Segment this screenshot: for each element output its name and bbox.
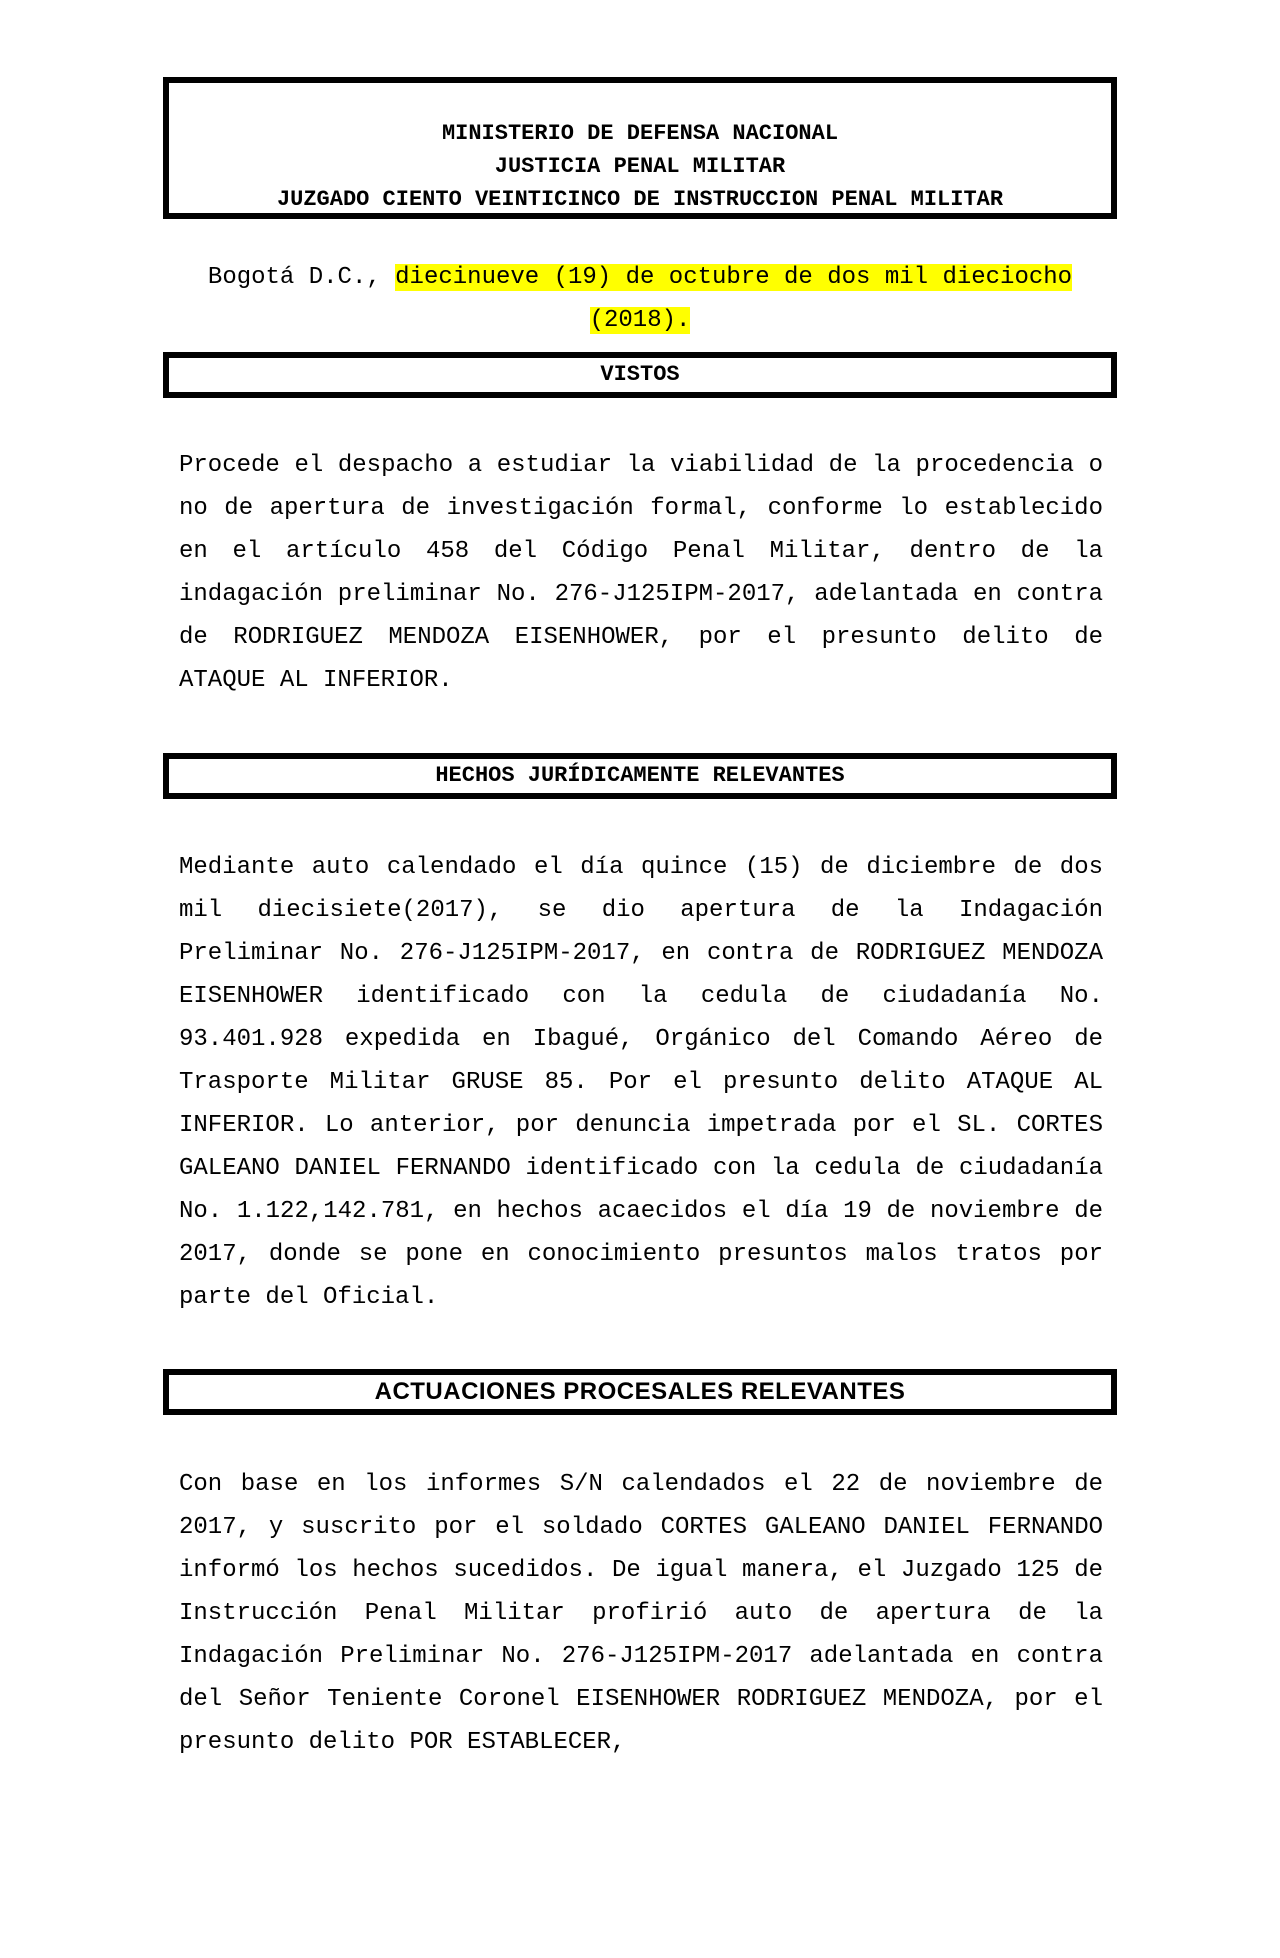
header-ministry: MINISTERIO DE DEFENSA NACIONAL [441, 121, 839, 146]
section-title-vistos: VISTOS [163, 352, 1117, 398]
actuaciones-paragraph: Con base en los informes S/N calendados el 22 de noviembre de 2017, y suscrito por el soldado CORTES GALEANO DANIEL FERNANDO informó los hechos sucedidos. De igual manera, el Juzgado 125 de Instrucción Penal Militar profirió auto de apertura de la Indagación Preliminar No. 276-J125IPM-2017 adelantada en contra del Señor Teniente Coronel EISENHOWER RODRIGUEZ MENDOZA, por el presunto delito POR ESTABLECER, [179, 1471, 1103, 1756]
header-court: JUZGADO CIENTO VEINTICINCO DE INSTRUCCION PENAL MILITAR [276, 187, 1004, 212]
date-prefix: Bogotá D.C., [207, 264, 396, 291]
section-title-hechos: HECHOS JURÍDICAMENTE RELEVANTES [163, 753, 1117, 799]
header-justice: JUSTICIA PENAL MILITAR [494, 154, 786, 179]
date-highlighted-year: (2018). [589, 307, 691, 334]
section-title-actuaciones: ACTUACIONES PROCESALES RELEVANTES [163, 1369, 1117, 1415]
hechos-paragraph: Mediante auto calendado el día quince (15) de diciembre de dos mil diecisiete(2017), se dio apertura de la Indagación Preliminar No. 276-J125IPM-2017, en contra de RODRIGUEZ MENDOZA EISENHOWER identificado con la cedula de ciudadanía No. 93.401.928 expedida en Ibagué, Orgánico del Comando Aéreo de Trasporte Militar GRUSE 85. Por el presunto delito ATAQUE AL INFERIOR. Lo anterior, por denuncia impetrada por el SL. CORTES GALEANO DANIEL FERNANDO identificado con la cedula de ciudadanía No. 1.122,142.781, en hechos acaecidos el día 19 de noviembre de 2017, donde se pone en conocimiento presuntos malos tratos por parte del Oficial. [179, 854, 1103, 1311]
vistos-paragraph: Procede el despacho a estudiar la viabilidad de la procedencia o no de apertura de investigación formal, conforme lo establecido en el artículo 458 del Código Penal Militar, dentro de la indagación preliminar No. 276-J125IPM-2017, adelantada en contra de RODRIGUEZ MENDOZA EISENHOWER, por el presunto delito de ATAQUE AL INFERIOR. [179, 452, 1103, 694]
court-header-box [163, 77, 1117, 219]
date-highlighted-text: diecinueve (19) de octubre de dos mil dieciocho [395, 264, 1073, 291]
date-line [150, 256, 1130, 342]
